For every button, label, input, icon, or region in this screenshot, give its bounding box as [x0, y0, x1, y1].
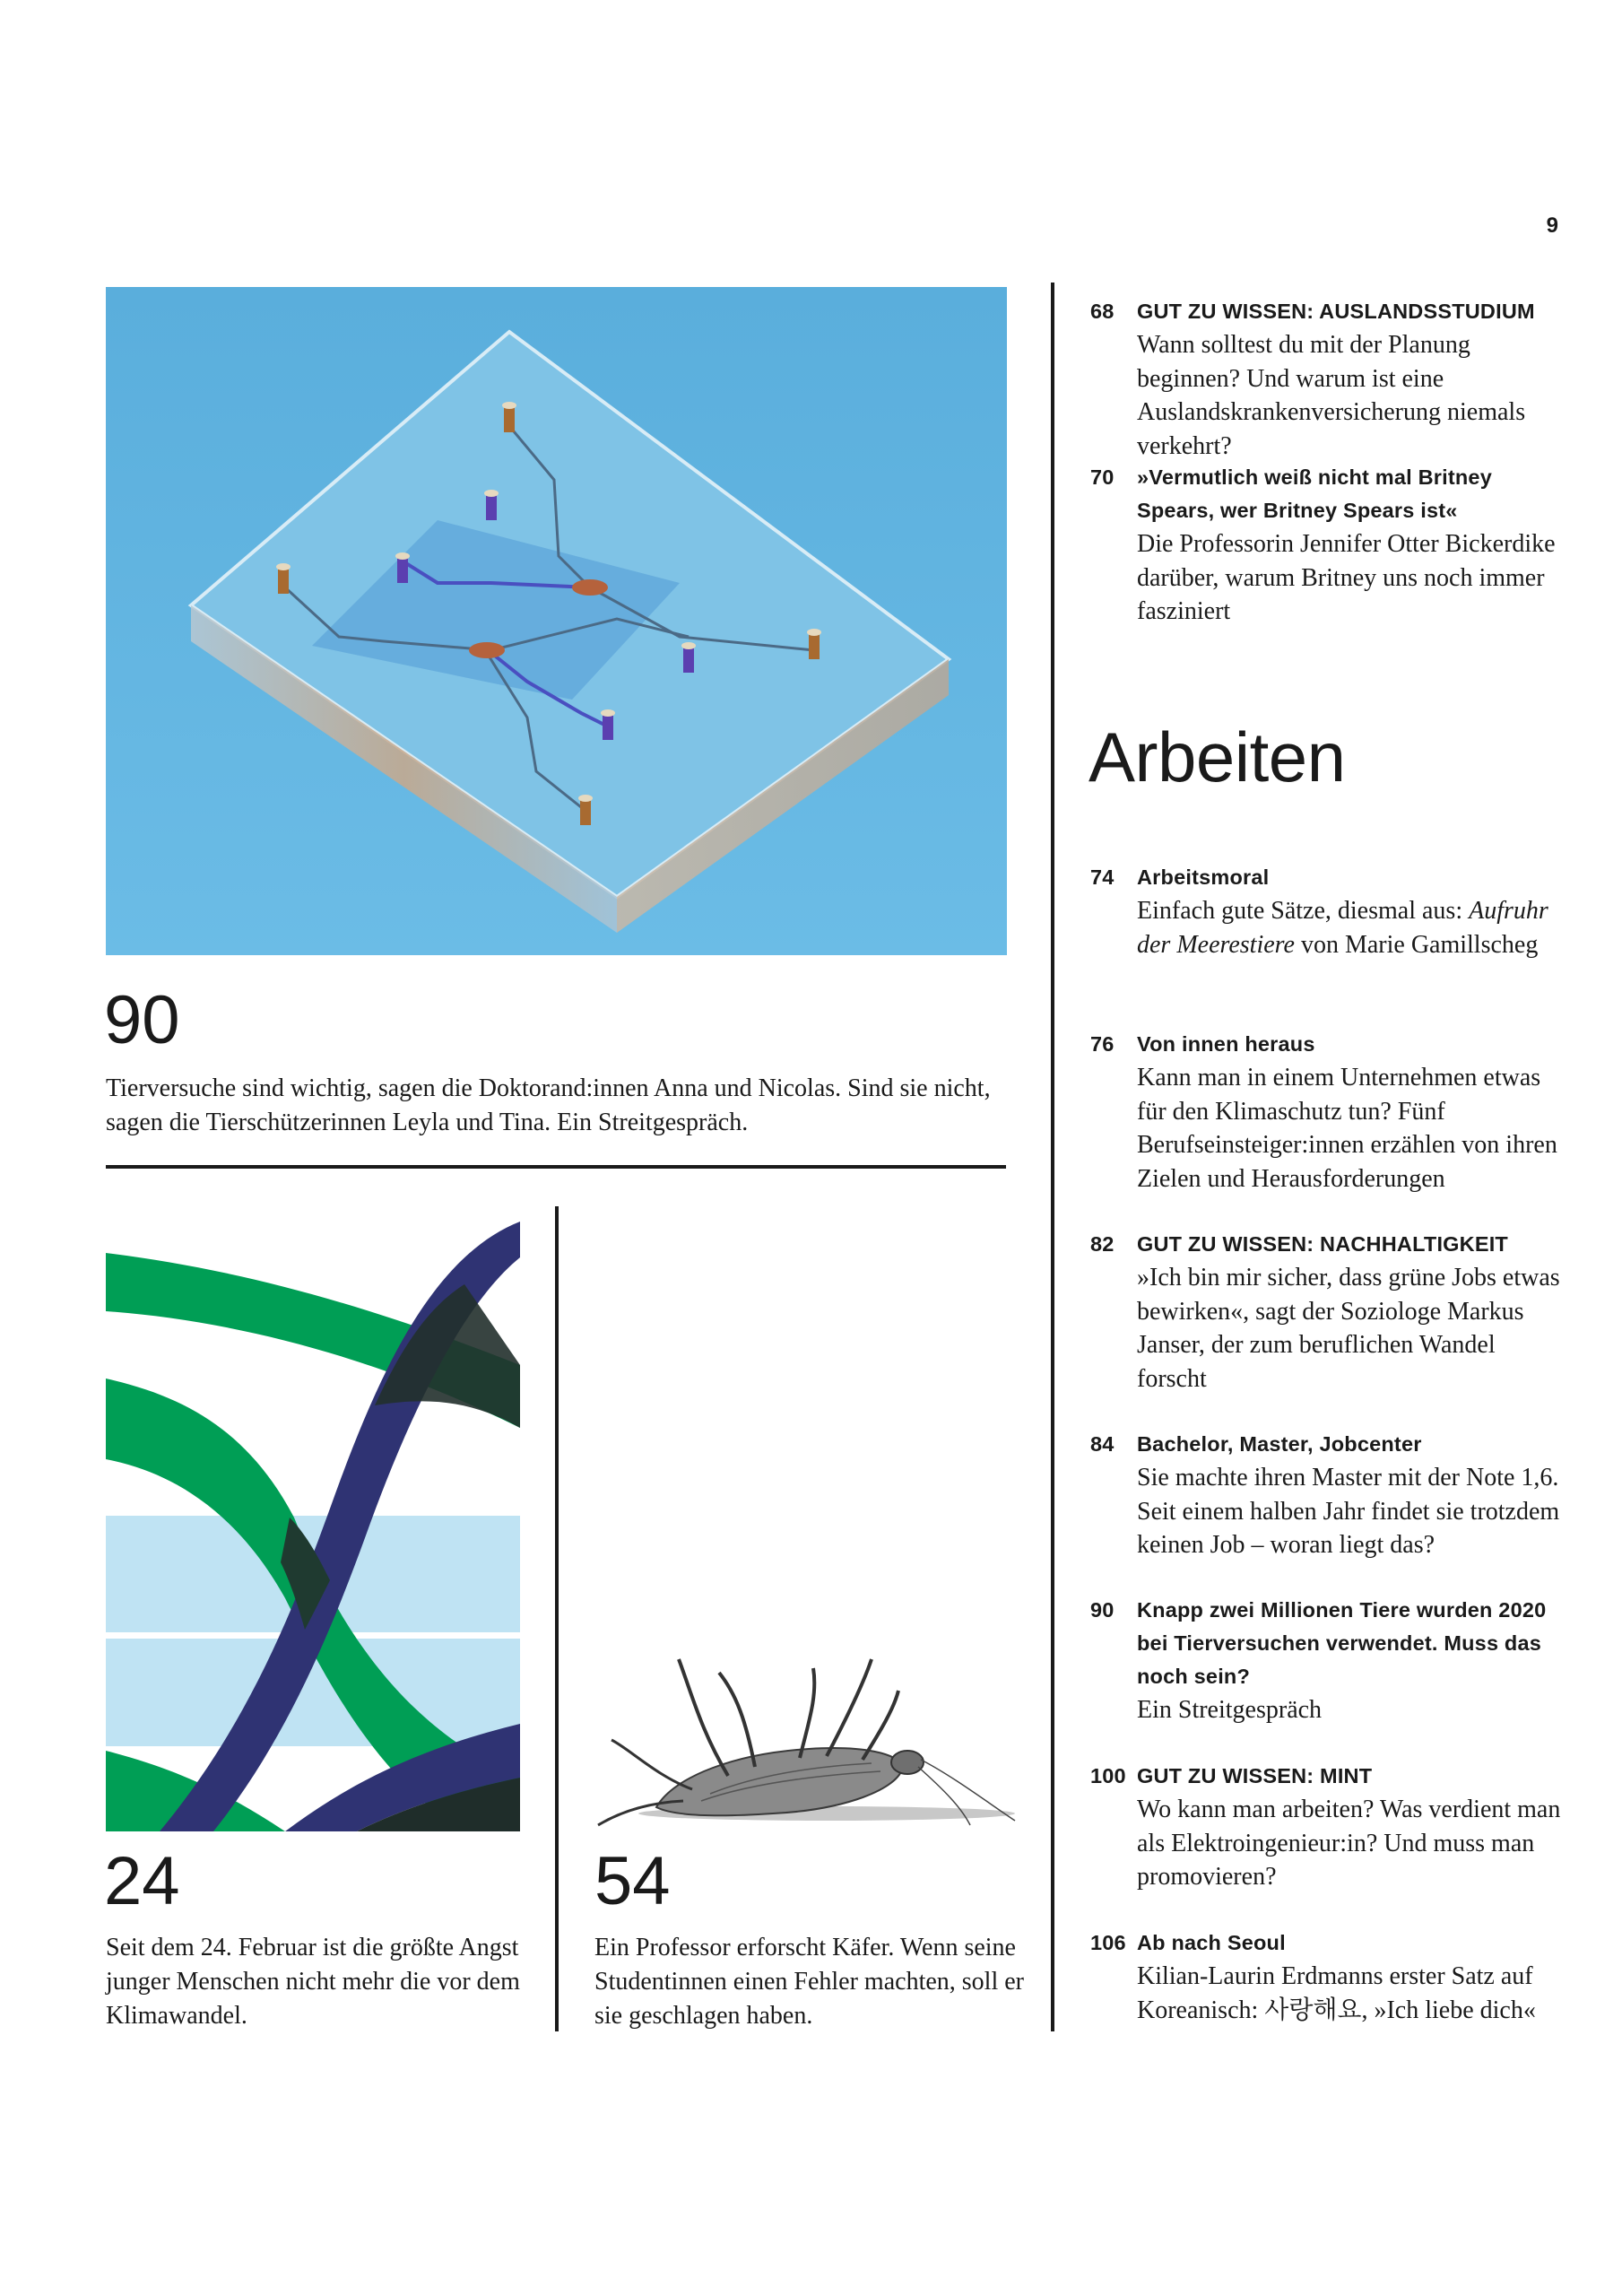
toc-page-number: 68 [1090, 300, 1115, 323]
toc-title: »Vermutlich weiß nicht mal Britney Spears, wer Britney Spears ist« [1137, 465, 1492, 522]
toc-page-number: 100 [1090, 1764, 1126, 1787]
toc-title: Arbeitsmoral [1137, 865, 1270, 889]
toc-description: Kann man in einem Unternehmen etwas für den Klimaschutz tun? Fünf Berufseinsteiger:innen erzählen von ihren Zielen und Herausforderungen [1137, 1064, 1557, 1193]
toc-title: GUT ZU WISSEN: AUSLANDSSTUDIUM [1137, 300, 1535, 323]
toc-entry-76[interactable] [1090, 1028, 1566, 1196]
horizontal-divider [106, 1165, 1006, 1169]
toc-entry-106[interactable] [1090, 1926, 1566, 2027]
toc-description: »Ich bin mir sicher, dass grüne Jobs etwas bewirken«, sagt der Soziologe Markus Janser, der zum beruflichen Wandel forscht [1137, 1264, 1560, 1393]
vertical-divider-right [1051, 283, 1054, 2031]
toc-title: Ab nach Seoul [1137, 1931, 1286, 1954]
toc-description: Sie machte ihren Master mit der Note 1,6. Seit einem halben Jahr findet sie trotzdem keinen Job – woran liegt das? [1137, 1464, 1560, 1559]
toc-page-number: 74 [1090, 865, 1115, 889]
toc-title: GUT ZU WISSEN: MINT [1137, 1764, 1373, 1787]
toc-entry-74[interactable] [1090, 861, 1566, 961]
toc-page-number: 90 [1090, 1598, 1115, 1622]
toc-description [1137, 894, 1566, 961]
toc-description-text: von Marie Gamillscheg [1294, 930, 1539, 959]
toc-description: Wann solltest du mit der Planung beginnen? Und warum ist eine Auslandskrankenversicherung niemals verkehrt? [1137, 331, 1526, 460]
toc-page-number: 82 [1090, 1232, 1115, 1256]
toc-description: Ein Streitgespräch [1137, 1696, 1323, 1724]
toc-entry-100[interactable] [1090, 1760, 1566, 1894]
page-number: 9 [1546, 213, 1558, 238]
section-title: Arbeiten [1089, 718, 1346, 796]
toc-entry-68[interactable] [1090, 295, 1566, 463]
vertical-divider-middle [555, 1206, 559, 2031]
toc-page-number: 70 [1090, 465, 1115, 489]
feature-90-teaser[interactable]: Tierversuche sind wichtig, sagen die Doktorand:innen Anna und Nicolas. Sind sie nicht, sagen die Tierschützerinnen Leyla und Tina. Ein Streitgespräch. [106, 1074, 991, 1136]
toc-entry-90[interactable] [1090, 1594, 1566, 1727]
toc-entry-84[interactable] [1090, 1428, 1566, 1562]
toc-title: GUT ZU WISSEN: NACHHALTIGKEIT [1137, 1232, 1508, 1256]
feature-24-number: 24 [104, 1843, 180, 1919]
feature-54-number: 54 [594, 1843, 671, 1919]
abstract-stripes-image[interactable] [106, 1222, 520, 1831]
toc-description: Die Professorin Jennifer Otter Bickerdike darüber, warum Britney uns noch immer fasziniert [1137, 530, 1556, 625]
beetle-illustration[interactable] [594, 1641, 1042, 1830]
feature-54-teaser[interactable]: Ein Professor erforscht Käfer. Wenn seine Studentinnen einen Fehler machten, soll er sie geschlagen haben. [594, 1934, 1024, 2030]
toc-title: Von innen heraus [1137, 1032, 1315, 1056]
feature-90-number: 90 [104, 982, 180, 1058]
feature-24-teaser[interactable]: Seit dem 24. Februar ist die größte Angst junger Menschen nicht mehr die vor dem Klimawandel. [106, 1934, 520, 2030]
microfluidic-chip-image[interactable] [106, 287, 1007, 955]
toc-entry-70[interactable] [1090, 461, 1566, 629]
toc-title: Bachelor, Master, Jobcenter [1137, 1432, 1422, 1456]
toc-page-number: 84 [1090, 1432, 1115, 1456]
toc-description: Wo kann man arbeiten? Was verdient man als Elektroingenieur:in? Und muss man promovieren? [1137, 1796, 1561, 1891]
book-title: Aufruhr der Meerestiere [1137, 897, 1548, 959]
toc-page-number: 106 [1090, 1931, 1126, 1954]
toc-description-text: Einfach gute Sätze, diesmal aus: [1137, 897, 1470, 925]
toc-description: Kilian-Laurin Erdmanns erster Satz auf Koreanisch: 사랑해요, »Ich liebe dich« [1137, 1962, 1536, 2024]
toc-title: Knapp zwei Millionen Tiere wurden 2020 bei Tierversuchen verwendet. Muss das noch sein? [1137, 1598, 1547, 1688]
toc-page-number: 76 [1090, 1032, 1115, 1056]
toc-entry-82[interactable] [1090, 1228, 1566, 1396]
